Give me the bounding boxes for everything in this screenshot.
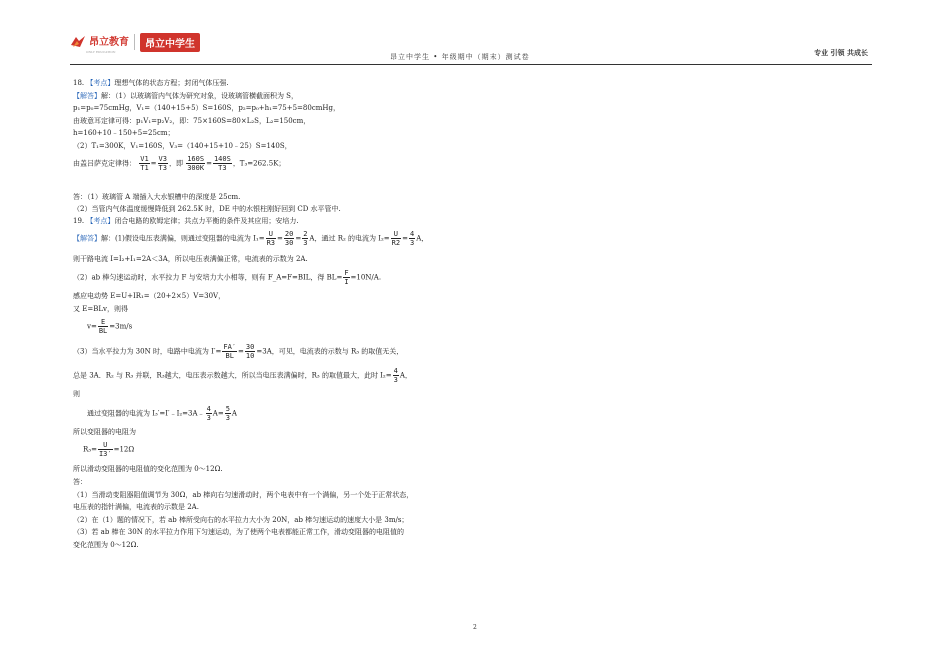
fraction — [302, 230, 308, 247]
q18-topic: 18. 【考点】理想气体的状态方程；封闭气体压强. — [73, 79, 229, 87]
text: 通过变阻器的电流为 I₃′=I′﹣I₂=3A﹣ — [87, 409, 205, 418]
text: R₃= — [83, 445, 97, 454]
logo-icon — [70, 35, 86, 49]
q19-answer-line: （2）在（1）题的情况下，若 ab 棒所受向右的水平拉力大小为 20N，ab 棒匀速运动的速度大小是 3m/s； — [73, 516, 409, 524]
numerator: 5 — [225, 405, 230, 413]
text: 【解答】解：(1)假设电压表满偏，则通过变阻器的电流为 I₁= — [73, 234, 265, 243]
q19-answer-line: 变化范围为 0～12Ω. — [73, 541, 139, 549]
brand-badge: 昂立中学生 — [140, 33, 200, 52]
denominator: R2 — [391, 239, 401, 247]
numerator: V1 — [140, 155, 149, 163]
logo-subtitle: ONLY EDUCATION — [86, 50, 116, 54]
q18-solution-line: p₁=p₀=75cmHg，V₁=（140+15+5）S=160S，p₂=p₀+h₁=75+5=80cmHg， — [73, 104, 340, 112]
q19-solution-line: 所以变阻器的电阻为 — [73, 428, 136, 436]
q19-answer-line: （1）当滑动变阻器阻值调节为 30Ω，ab 棒向右匀速滑动时，两个电表中有一个满偏，另一个处于正常状态， — [73, 491, 414, 499]
text: ，T₃=262.5K； — [232, 159, 286, 168]
fraction — [409, 230, 415, 247]
numerator: 160S — [187, 155, 205, 163]
fraction — [213, 155, 232, 172]
text: A， — [416, 234, 429, 243]
text: A，可见，电流表的示数与 R₃ 的取值无关， — [266, 347, 404, 356]
fraction — [222, 343, 237, 360]
fraction — [391, 230, 401, 247]
header-title: 昂立中学生 • 年级期中（期末）测试卷 — [390, 53, 530, 61]
logo-divider — [134, 34, 135, 50]
header-slogan: 专业 引领 共成长 — [814, 49, 868, 57]
denominator: 3 — [393, 376, 398, 384]
numerator: 20 — [284, 230, 294, 238]
q19-solution-line: 又 E=BLv，则得 — [73, 305, 128, 313]
text: （3）当水平拉力为 30N 时，电路中电流为 I′= — [73, 347, 222, 356]
fraction — [245, 343, 255, 360]
q18-solution-line: 由玻意耳定律可得：p₁V₁=p₂V₂，即：75×160S=80×L₂S，L₂=150cm， — [73, 117, 311, 125]
q19-formula-line — [87, 318, 132, 335]
q19-formula-line — [73, 269, 381, 286]
fraction — [98, 441, 113, 458]
denominator: 3 — [409, 239, 415, 247]
q18-solution-line: h=160+10﹣150+5=25cm； — [73, 129, 175, 137]
q18-solution-line: 【解答】解：（1）以玻璃管内气体为研究对象，设玻璃管横截面积为 S， — [73, 92, 298, 100]
logo-name: 昂立教育 — [89, 37, 129, 48]
q19-answer-line: （3）若 ab 棒在 30N 的水平拉力作用下匀速运动，为了使两个电表都能正常工作，滑动变阻器的电阻值的 — [73, 528, 405, 536]
text: （2）ab 棒匀速运动时，水平拉力 F 与安培力大小相等，则有 F_A=F=BIL，得 BL= — [73, 273, 343, 282]
fraction — [225, 405, 231, 422]
text: A，通过 R₂ 的电流为 I₂= — [309, 234, 390, 243]
q19-answer-line: 答： — [73, 478, 87, 486]
q18-answer-line: （2）当管内气体温度缓慢降低到 262.5K 时，DE 中的水银柱刚好回到 CD 水平管中. — [73, 205, 341, 213]
denominator: T1 — [140, 164, 149, 172]
page-number: 2 — [473, 624, 477, 631]
text: A — [231, 409, 237, 418]
denominator: 3 — [225, 414, 230, 422]
numerator: U — [266, 230, 276, 239]
text: =3m/s — [109, 322, 133, 331]
q18-formula-line: 由盖吕萨克定律得： $\frac{V1}{T1}$ = $\frac{V3}{T3}$ ，即 $\frac{160S}{300K}$ = $\frac{140S}{T3}$ ，T₃=262.5K； — [73, 155, 286, 172]
q18-answer-line: 答：（1）玻璃管 A 端插入大水银槽中的深度是 25cm. — [73, 193, 241, 201]
fraction — [393, 367, 399, 384]
numerator: 30 — [245, 343, 255, 351]
fraction — [186, 155, 205, 172]
text: A， — [399, 371, 412, 380]
numerator: E — [98, 318, 108, 327]
fraction — [206, 405, 212, 422]
fraction — [266, 230, 276, 247]
fraction — [139, 155, 149, 172]
denominator: 3 — [206, 414, 211, 422]
denominator: 3 — [303, 239, 308, 247]
q18-solution-line: （2）T₁=300K，V₁=160S，V₃=（140+15+10﹣25）S=140S， — [73, 142, 292, 150]
q19-formula-line: （3）当水平拉力为 30N 时，电路中电流为 I′= $\frac{FA'}{BL}$ = $\frac{30}{10}$ =3A，可见，电流表的示数与 R₃ 的取值无关， — [73, 343, 404, 360]
numerator: FA′ — [223, 343, 237, 351]
q19-formula-line — [83, 441, 134, 458]
denominator: 300K — [187, 164, 205, 172]
text: 总是 3A．R₂ 与 R₃ 并联，R₃越大，电压表示数越大，所以当电压表满偏时，R₃ 的取值最大，此时 I₂= — [73, 371, 392, 380]
denominator: 30 — [284, 239, 294, 247]
denominator: T3 — [158, 164, 167, 172]
denominator: R3 — [266, 239, 276, 247]
q19-topic: 19. 【考点】闭合电路的欧姆定律；共点力平衡的条件及其应用；安培力. — [73, 217, 299, 225]
q19-solution-line: 则 — [73, 390, 80, 398]
header-divider — [70, 64, 872, 65]
text: A= — [212, 409, 224, 418]
numerator: 2 — [303, 230, 308, 238]
numerator: 140S — [213, 155, 231, 163]
q19-formula-line: 【解答】解：(1)假设电压表满偏，则通过变阻器的电流为 I₁= $\frac{U}{R3}$ = $\frac{20}{30}$ = $\frac{2}{3}$ A，通过 R₂ 的电流为 I₂= $\frac{U}{R2}$ = $\frac{4}{3}$ A， — [73, 230, 429, 247]
numerator: U — [391, 230, 401, 239]
q19-solution-line: 则干路电流 I=I₂+I₁=2A＜3A，所以电压表满偏正常，电流表的示数为 2A. — [73, 255, 308, 263]
section-tag: 【解答】 — [73, 234, 101, 243]
numerator: 4 — [393, 367, 398, 375]
denominator: BL — [98, 327, 108, 335]
text: =12Ω — [113, 445, 135, 454]
text: =10N/A. — [350, 273, 382, 282]
text: ，即 — [168, 159, 183, 168]
q19-answer-line: 电压表的指针满偏，电流表的示数是 2A. — [73, 503, 199, 511]
denominator: BL — [225, 352, 234, 360]
q19-formula-line — [87, 405, 237, 422]
denominator: 10 — [245, 352, 255, 360]
numerator: V3 — [158, 155, 167, 163]
section-tag: 【解答】 — [73, 92, 101, 100]
q19-solution-line: 所以滑动变阻器的电阻值的变化范围为 0～12Ω. — [73, 465, 223, 473]
fraction — [284, 230, 294, 247]
brand-logo — [70, 33, 200, 54]
section-tag: 【考点】 — [86, 79, 115, 87]
numerator: 4 — [409, 230, 415, 238]
section-tag: 【考点】 — [86, 217, 115, 225]
denominator: I3′ — [98, 450, 112, 458]
denominator: T3 — [218, 164, 227, 172]
fraction — [343, 269, 349, 286]
text: v= — [87, 322, 97, 331]
fraction — [158, 155, 168, 172]
fraction — [98, 318, 108, 335]
numerator: F — [344, 269, 349, 277]
denominator: I — [344, 278, 349, 286]
numerator: U — [98, 441, 113, 450]
numerator: 4 — [206, 405, 211, 413]
q19-solution-line: 感应电动势 E=U+IR₁=（20+2×5）V=30V， — [73, 292, 226, 300]
q19-formula-line — [73, 367, 412, 384]
text: 由盖吕萨克定律得： — [73, 159, 136, 168]
